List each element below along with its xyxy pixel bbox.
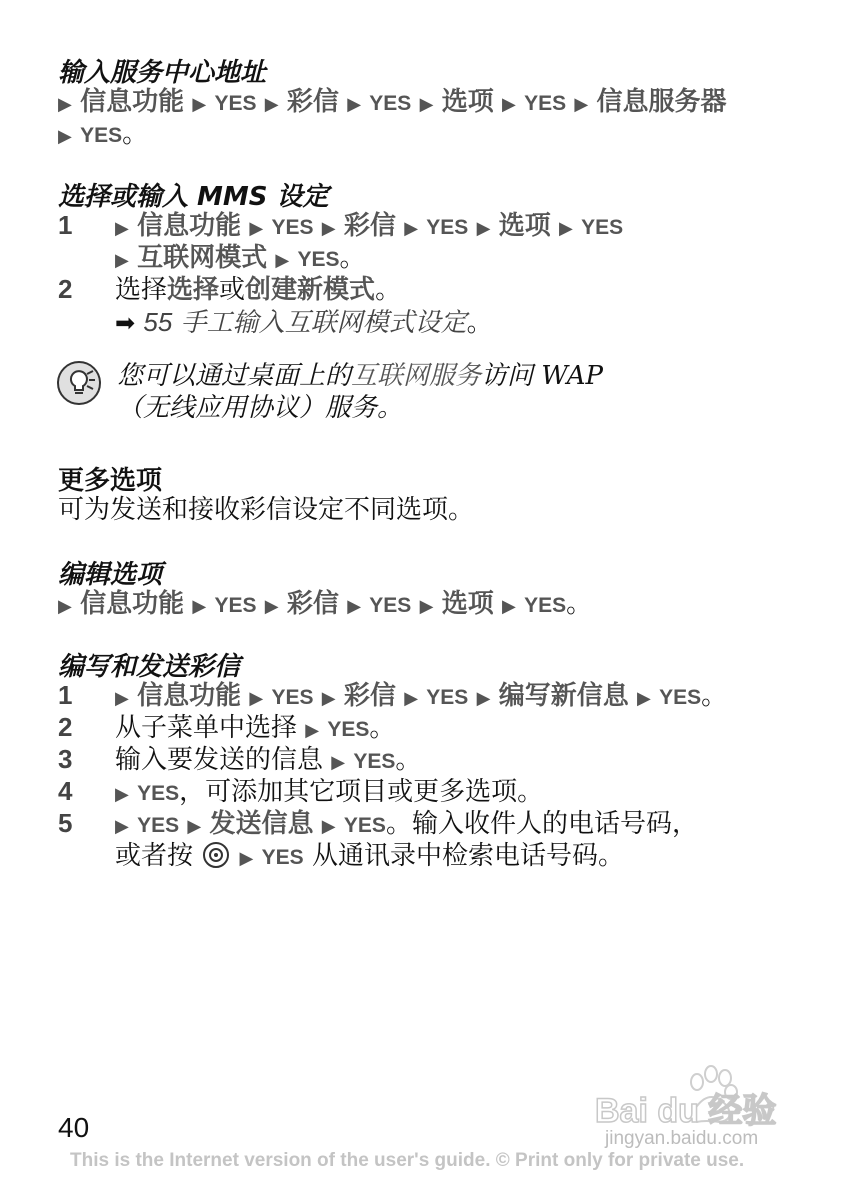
section-title-edit-options: 编辑选项 <box>58 560 163 590</box>
right-triangle-icon: ▶ <box>347 94 362 115</box>
right-triangle-icon: ▶ <box>419 94 434 115</box>
lightbulb-icon <box>56 360 102 406</box>
step-number: 2 <box>58 712 73 742</box>
compose-step1: ▶ 信息功能 ▶ YES ▶ 彩信 ▶ YES ▶ 编写新信息 ▶ YES。 <box>115 681 728 711</box>
nav-path-mms-server-end: ▶ YES。 <box>58 119 149 149</box>
section-title-mms-settings: 选择或输入 MMS 设定 <box>58 182 329 212</box>
right-triangle-icon: ▶ <box>501 596 516 617</box>
right-triangle-icon: ▶ <box>115 688 129 709</box>
right-triangle-icon: ▶ <box>558 218 573 239</box>
cross-reference: ➡ 55 手工输入互联网模式设定。 <box>115 307 493 338</box>
right-triangle-icon: ▶ <box>249 688 264 709</box>
right-triangle-icon: ▶ <box>321 816 336 837</box>
tip-line-2: （无线应用协议）服务。 <box>117 393 404 423</box>
compose-step5: ▶ YES ▶ 发送信息 ▶ YES。输入收件人的电话号码， <box>115 809 698 839</box>
nav-path-edit-options: ▶ 信息功能 ▶ YES ▶ 彩信 ▶ YES ▶ 选项 ▶ YES。 <box>58 589 593 619</box>
navigation-key-icon <box>201 841 231 869</box>
right-triangle-icon: ▶ <box>347 596 362 617</box>
tip-line-1: 您可以通过桌面上的互联网服务访问 WAP <box>117 361 603 391</box>
step1-nav-path-cont: ▶ 互联网模式 ▶ YES。 <box>115 243 366 273</box>
watermark-logo-text: Bai du 经验 <box>595 1092 777 1130</box>
step-number: 1 <box>58 680 73 710</box>
compose-step2: 从子菜单中选择 ▶ YES。 <box>115 713 396 743</box>
section-title-more-options: 更多选项 <box>58 466 163 496</box>
right-triangle-icon: ▶ <box>636 688 651 709</box>
right-triangle-icon: ▶ <box>501 94 516 115</box>
right-triangle-icon: ▶ <box>192 596 207 617</box>
right-triangle-icon: ▶ <box>305 720 320 741</box>
step-number: 5 <box>58 808 73 838</box>
step-number: 2 <box>58 274 73 304</box>
right-triangle-icon: ▶ <box>239 848 254 869</box>
right-triangle-icon: ▶ <box>404 218 419 239</box>
more-options-text: 可为发送和接收彩信设定不同选项。 <box>58 495 475 525</box>
right-triangle-icon: ▶ <box>321 218 336 239</box>
right-triangle-icon: ▶ <box>275 250 290 271</box>
watermark-url: jingyan.baidu.com <box>605 1128 759 1149</box>
step-number: 3 <box>58 744 73 774</box>
right-triangle-icon: ▶ <box>476 218 491 239</box>
section-title-mms-server: 输入服务中心地址 <box>58 58 267 88</box>
page-number: 40 <box>58 1112 90 1143</box>
step2-text: 选择选择或创建新模式。 <box>115 275 402 305</box>
compose-step5-cont: 或者按 ▶ YES 从通讯录中检索电话号码。 <box>115 841 624 871</box>
nav-path-mms-server: ▶ 信息功能 ▶ YES ▶ 彩信 ▶ YES ▶ 选项 ▶ YES ▶ 信息服务器 <box>58 87 727 117</box>
right-triangle-icon: ▶ <box>192 94 207 115</box>
right-triangle-icon: ▶ <box>115 816 129 837</box>
right-triangle-icon: ▶ <box>476 688 491 709</box>
right-triangle-icon: ▶ <box>574 94 589 115</box>
section-title-compose: 编写和发送彩信 <box>58 652 241 682</box>
right-triangle-icon: ▶ <box>115 218 129 239</box>
footer-notice: This is the Internet version of the user's guide. © Print only for private use. <box>70 1150 745 1171</box>
step-number: 1 <box>58 210 73 240</box>
right-triangle-icon: ▶ <box>264 596 279 617</box>
right-triangle-icon: ▶ <box>331 752 346 773</box>
right-triangle-icon: ▶ <box>321 688 336 709</box>
right-triangle-icon: ▶ <box>404 688 419 709</box>
right-triangle-icon: ▶ <box>58 596 72 617</box>
right-arrow-icon: ➡ <box>115 309 136 337</box>
right-triangle-icon: ▶ <box>419 596 434 617</box>
right-triangle-icon: ▶ <box>115 250 129 271</box>
right-triangle-icon: ▶ <box>58 94 72 115</box>
right-triangle-icon: ▶ <box>187 816 202 837</box>
step1-nav-path: ▶ 信息功能 ▶ YES ▶ 彩信 ▶ YES ▶ 选项 ▶ YES <box>115 211 624 241</box>
right-triangle-icon: ▶ <box>249 218 264 239</box>
step-number: 4 <box>58 776 73 806</box>
right-triangle-icon: ▶ <box>58 126 72 147</box>
compose-step4: ▶ YES，可添加其它项目或更多选项。 <box>115 777 544 807</box>
right-triangle-icon: ▶ <box>115 784 129 805</box>
right-triangle-icon: ▶ <box>264 94 279 115</box>
compose-step3: 输入要发送的信息 ▶ YES。 <box>115 745 422 775</box>
